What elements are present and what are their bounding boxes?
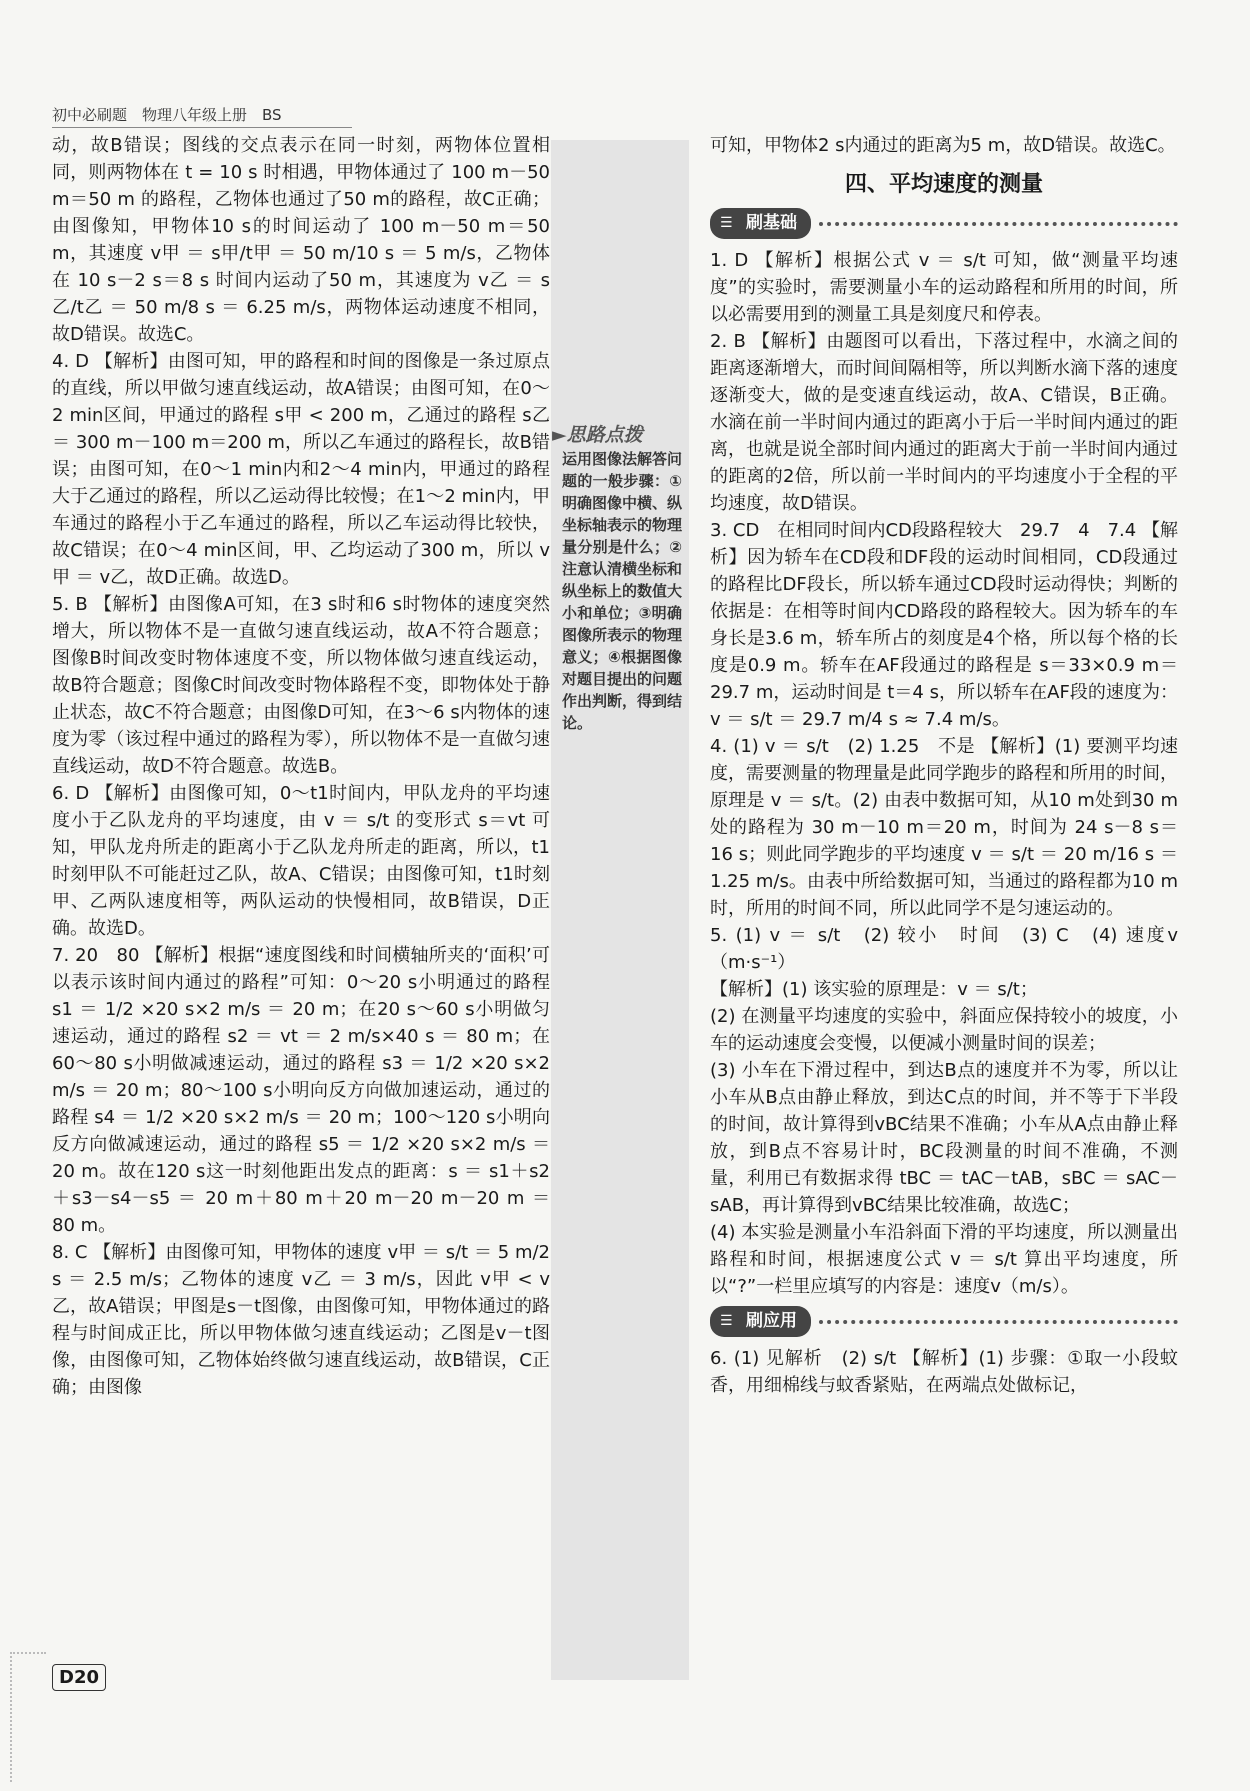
- answer-4: 4. D 【解析】由图可知，甲的路程和时间的图像是一条过原点的直线，所以甲做匀速直线运动，故A错误；由图可知，在0～2 min区间，甲通过的路程 s甲 < 200 m，乙通过的路程 s乙 ＝ 300 m－100 m＝200 m，所以乙车通过的路程长，故B错误；由图可知，在0～1 min内和2～4 min内，甲通过的路程大于乙通过的路程，所以乙运动得比较慢；在1～2 min内，甲车通过的路程小于乙车通过的路程，所以乙车运动得比较快，故C错误；在0～4 min区间，甲、乙均运动了300 m，所以 v甲 ＝ v乙，故D正确。故选D。: [52, 351, 550, 588]
- answer-8-continued: 可知，甲物体2 s内通过的距离为5 m，故D错误。故选C。: [710, 135, 1176, 156]
- answer-7: 7. 20 80 【解析】根据“速度图线和时间横轴所夹的‘面积’可以表示该时间内通过的路程”可知：0～20 s小明通过的路程 s1 ＝ 1/2 ×20 s×2 m/s ＝ 20 m；在20 s～60 s小明做匀速运动，通过的路程 s2 ＝ vt ＝ 2 m/s×40 s ＝ 80 m；在60～80 s小明做减速运动，通过的路程 s3 ＝ 1/2 ×20 s×2 m/s ＝ 20 m；80～100 s小明向反方向做加速运动，通过的路程 s4 ＝ 1/2 ×20 s×2 m/s ＝ 20 m；100～120 s小明向反方向做减速运动，通过的路程 s5 ＝ 1/2 ×20 s×2 m/s ＝ 20 m。故在120 s这一时刻他距出发点的距离：s ＝ s1＋s2＋s3－s4－s5 ＝ 20 m＋80 m＋20 m－20 m－20 m ＝ 80 m。: [52, 945, 550, 1236]
- sidebar-panel: [551, 140, 689, 1680]
- basic-answer-3: 3. CD 在相同时间内CD段路程较大 29.7 4 7.4 【解析】因为轿车在CD段和DF段的运动时间相同，CD段通过的路程比DF段长，所以轿车通过CD段时运动得快；判断的依据是：在相等时间内CD路段的路程较大。因为轿车的车身长是3.6 m，轿车所占的刻度是4个格，所以每个格的长度是0.9 m。轿车在AF段通过的路程是 s＝33×0.9 m＝29.7 m，运动时间是 t＝4 s，所以轿车在AF段的速度为：v ＝ s/t ＝ 29.7 m/4 s ≈ 7.4 m/s。: [710, 520, 1178, 730]
- tag-apply: [710, 1306, 1178, 1337]
- apply-answer-6: 6. (1) 见解析 (2) s/t 【解析】(1) 步骤：①取一小段蚊香，用细棉线与蚊香紧贴，在两端点处做标记，: [710, 1348, 1178, 1396]
- answer-6: 6. D 【解析】由图像可知，0～t1时间内，甲队龙舟的平均速度小于乙队龙舟的平均速度，由 v ＝ s/t 的变形式 s＝vt 可知，甲队龙舟所走的距离小于乙队龙舟所走的距离，所以，t1时刻甲队不可能赶过乙队，故A、C错误；由图像可知，t1时刻甲、乙两队速度相等，两队运动的快慢相同，故B错误，D正确。故选D。: [52, 783, 550, 939]
- basic-answer-4: 4. (1) v ＝ s/t (2) 1.25 不是 【解析】(1) 要测平均速度，需要测量的物理量是此同学跑步的路程和所用的时间，原理是 v ＝ s/t。(2) 由表中数据可知，从10 m处到30 m处的路程为 30 m－10 m＝20 m，时间为 24 s－8 s＝16 s；则此同学跑步的平均速度 v ＝ s/t ＝ 20 m/16 s ＝ 1.25 m/s。由表中所给数据可知，当通过的路程都为10 m时，所用的时间不同，所以此同学不是匀速运动的。: [710, 736, 1178, 919]
- tag-basic: [710, 208, 1178, 239]
- tag-apply-label: ☰ 刷应用: [710, 1306, 811, 1337]
- basic-answer-1: 1. D 【解析】根据公式 v ＝ s/t 可知，做“测量平均速度”的实验时，需要测量小车的运动路程和所用的时间，所以必需要用到的测量工具是刻度尺和停表。: [710, 250, 1178, 325]
- answer-5: 5. B 【解析】由图像A可知，在3 s时和6 s时物体的速度突然增大，所以物体不是一直做匀速直线运动，故A不符合题意；图像B时间改变时物体速度不变，所以物体做匀速直线运动，故B符合题意；图像C时间改变时物体路程不变，即物体处于静止状态，故C不符合题意；由图像D可知，在3～6 s内物体的速度为零（该过程中通过的路程为零），所以物体不是一直做匀速直线运动，故D不符合题意。故选B。: [52, 594, 550, 777]
- answer-3-continued: 动，故B错误；图线的交点表示在同一时刻，两物体位置相同，则两物体在 t = 10 s 时相遇，甲物体通过了 100 m－50 m＝50 m 的路程，乙物体也通过了50 m的路程，故C正确；由图像知，甲物体10 s的时间运动了 100 m－50 m＝50 m，其速度 v甲 ＝ s甲/t甲 ＝ 50 m/10 s ＝ 5 m/s，乙物体在 10 s－2 s＝8 s 时间内运动了50 m，其速度为 v乙 ＝ s乙/t乙 ＝ 50 m/8 s ＝ 6.25 m/s，两物体运动速度不相同，故D错误。故选C。: [52, 135, 550, 345]
- sidebar-title: ►思路点拨: [552, 424, 643, 446]
- answer-8: 8. C 【解析】由图像可知，甲物体的速度 v甲 ＝ s/t ＝ 5 m/2 s ＝ 2.5 m/s；乙物体的速度 v乙 ＝ 3 m/s，因此 v甲 < v乙，故A错误；甲图是s－t图像，由图像可知，甲物体通过的路程与时间成正比，所以甲物体做匀速直线运动；乙图是v－t图像，由图像可知，乙物体始终做匀速直线运动，故B错误，C正确；由图像: [52, 1242, 550, 1398]
- sidebar-tip: 运用图像法解答问题的一般步骤：①明确图像中横、纵坐标轴表示的物理量分别是什么；②注意认清横坐标和纵坐标上的数值大小和单位；③明确图像所表示的物理意义；④根据图像对题目提出的问题作出判断，得到结论。: [562, 450, 683, 732]
- right-column: [710, 132, 1178, 1399]
- basic-answer-5: 5. (1) v ＝ s/t (2) 较小 时间 (3) C (4) 速度v（m·s⁻¹）: [710, 925, 1178, 973]
- running-header: 初中必刷题 物理八年级上册 BS: [52, 104, 352, 128]
- basic-answer-5-part2: (2) 在测量平均速度的实验中，斜面应保持较小的坡度，小车的运动速度会变慢，以便减小测量时间的误差；: [710, 1006, 1178, 1054]
- basic-answer-5-part3: (3) 小车在下滑过程中，到达B点的速度并不为零，所以让小车从B点由静止释放，到达C点的时间，并不等于下半段的时间，故计算得到vBC结果不准确；小车从A点由静止释放，到B点不容易计时，BC段测量的时间不准确，不测量，利用已有数据求得 tBC ＝ tAC－tAB，sBC ＝ sAC－sAB，再计算得到vBC结果比较准确，故选C；: [710, 1060, 1178, 1216]
- basic-answer-5-part4: (4) 本实验是测量小车沿斜面下滑的平均速度，所以测量出路程和时间，根据速度公式 v ＝ s/t 算出平均速度，所以“?”一栏里应填写的内容是：速度v（m/s）。: [710, 1222, 1178, 1297]
- tag-basic-label: ☰ 刷基础: [710, 208, 811, 239]
- basic-answer-5-analysis: 【解析】(1) 该实验的原理是：v ＝ s/t；: [710, 979, 1038, 1000]
- tag-divider: [819, 1320, 1178, 1324]
- left-column: [52, 132, 550, 1401]
- basic-answer-2: 2. B 【解析】由题图可以看出，下落过程中，水滴之间的距离逐渐增大，而时间间隔相等，所以判断水滴下落的速度逐渐变大，做的是变速直线运动，故A、C错误，B正确。水滴在前一半时间内通过的距离小于后一半时间内通过的距离，也就是说全部时间内通过的距离大于前一半时间内通过的距离的2倍，所以前一半时间内的平均速度小于全程的平均速度，故D错误。: [710, 331, 1178, 514]
- corner-mark: [10, 1652, 46, 1782]
- tag-divider: [819, 222, 1178, 226]
- section-title: 四、平均速度的测量: [844, 172, 1043, 197]
- page-number: D20: [52, 1664, 106, 1691]
